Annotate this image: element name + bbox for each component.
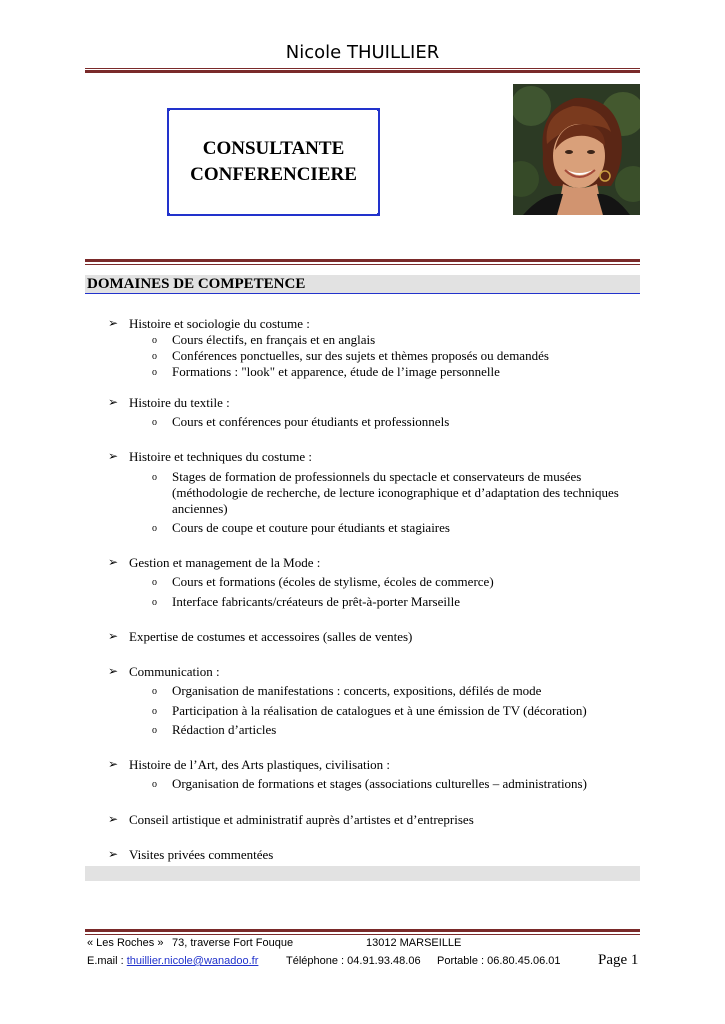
competence-subitem: Cours électifs, en français et en anglais — [172, 332, 376, 347]
competence-item: Histoire du textile : — [129, 395, 230, 410]
circle-bullet-icon: o — [152, 779, 157, 790]
competence-item: Communication : — [129, 664, 220, 679]
circle-bullet-icon: o — [152, 706, 157, 717]
competence-item: Conseil artistique et administratif auprès d’artistes et d’entreprises — [129, 812, 474, 827]
title-box-corner — [377, 213, 380, 216]
competence-subitem: Stages de formation de professionnels du spectacle et conservateurs de musées — [172, 469, 582, 484]
portrait-photo — [513, 84, 640, 215]
footer-email-link[interactable]: thuillier.nicole@wanadoo.fr — [126, 955, 259, 967]
title-box-corner — [167, 108, 170, 111]
title-line-1: CONSULTANTE — [202, 138, 345, 159]
header-rule-thick — [85, 70, 640, 73]
arrow-bullet-icon: ➢ — [108, 664, 119, 678]
competence-subitem: Interface fabricants/créateurs de prêt-à-porter Marseille — [172, 594, 460, 609]
title-box-corner — [377, 108, 380, 111]
arrow-bullet-icon: ➢ — [108, 847, 119, 861]
page-number: Page 1 — [598, 952, 639, 968]
section-footer-bar — [85, 866, 640, 881]
competence-item: Visites privées commentées — [129, 847, 274, 862]
circle-bullet-icon: o — [152, 351, 157, 362]
arrow-bullet-icon: ➢ — [108, 629, 119, 643]
header-name: Nicole THUILLIER — [285, 42, 440, 63]
competence-item: Histoire et sociologie du costume : — [129, 316, 310, 331]
competence-subitem: Cours et formations (écoles de stylisme, écoles de commerce) — [172, 574, 494, 589]
arrow-bullet-icon: ➢ — [108, 449, 119, 463]
circle-bullet-icon: o — [152, 367, 157, 378]
title-line-2: CONFERENCIERE — [190, 164, 357, 185]
circle-bullet-icon: o — [152, 472, 157, 483]
footer-email-line — [87, 955, 258, 967]
circle-bullet-icon: o — [152, 597, 157, 608]
arrow-bullet-icon: ➢ — [108, 757, 119, 771]
competence-subitem: Cours et conférences pour étudiants et professionnels — [172, 414, 450, 429]
title-box — [167, 108, 380, 216]
arrow-bullet-icon: ➢ — [108, 395, 119, 409]
arrow-bullet-icon: ➢ — [108, 812, 119, 826]
circle-bullet-icon: o — [152, 335, 157, 346]
portrait-illustration — [513, 84, 640, 215]
header-rule-thin — [85, 68, 640, 69]
competence-subitem: Rédaction d’articles — [172, 722, 277, 737]
circle-bullet-icon: o — [152, 725, 157, 736]
competence-subitem: Organisation de manifestations : concerts, expositions, défilés de mode — [172, 683, 542, 698]
competence-subitem: Conférences ponctuelles, sur des sujets et thèmes proposés ou demandés — [172, 348, 549, 363]
competence-subitem-continued: anciennes) — [172, 501, 228, 516]
footer-phone: Téléphone : 04.91.93.48.06 — [286, 955, 421, 967]
competence-item: Gestion et management de la Mode : — [129, 555, 321, 570]
competence-subitem-continued: (méthodologie de recherche, de lecture iconographique et d’adaptation des techniques — [172, 485, 619, 500]
competence-subitem: Organisation de formations et stages (associations culturelles – administrations) — [172, 776, 587, 791]
footer-email-label: E.mail : — [87, 955, 124, 967]
footer-mobile: Portable : 06.80.45.06.01 — [437, 955, 561, 967]
arrow-bullet-icon: ➢ — [108, 555, 119, 569]
footer-city: 13012 MARSEILLE — [366, 937, 462, 949]
circle-bullet-icon: o — [152, 417, 157, 428]
section-rule-thin — [85, 264, 640, 265]
circle-bullet-icon: o — [152, 686, 157, 697]
footer-street: 73, traverse Fort Fouque — [172, 937, 294, 949]
competence-item: Expertise de costumes et accessoires (salles de ventes) — [129, 629, 413, 644]
circle-bullet-icon: o — [152, 577, 157, 588]
competence-subitem: Formations : "look" et apparence, étude de l’image personnelle — [172, 364, 500, 379]
section-title: DOMAINES DE COMPETENCE — [87, 276, 306, 292]
competence-item: Histoire de l’Art, des Arts plastiques, civilisation : — [129, 757, 391, 772]
arrow-bullet-icon: ➢ — [108, 316, 119, 330]
competence-subitem: Participation à la réalisation de catalogues et à une émission de TV (décoration) — [172, 703, 587, 718]
competence-subitem: Cours de coupe et couture pour étudiants et stagiaires — [172, 520, 450, 535]
circle-bullet-icon: o — [152, 523, 157, 534]
title-box-corner — [167, 213, 170, 216]
footer-place: « Les Roches » — [87, 937, 164, 949]
footer-rule-thin — [85, 934, 640, 935]
section-underline — [85, 293, 640, 294]
competence-item: Histoire et techniques du costume : — [129, 449, 313, 464]
section-rule-thick — [85, 259, 640, 262]
footer-rule-thick — [85, 929, 640, 932]
